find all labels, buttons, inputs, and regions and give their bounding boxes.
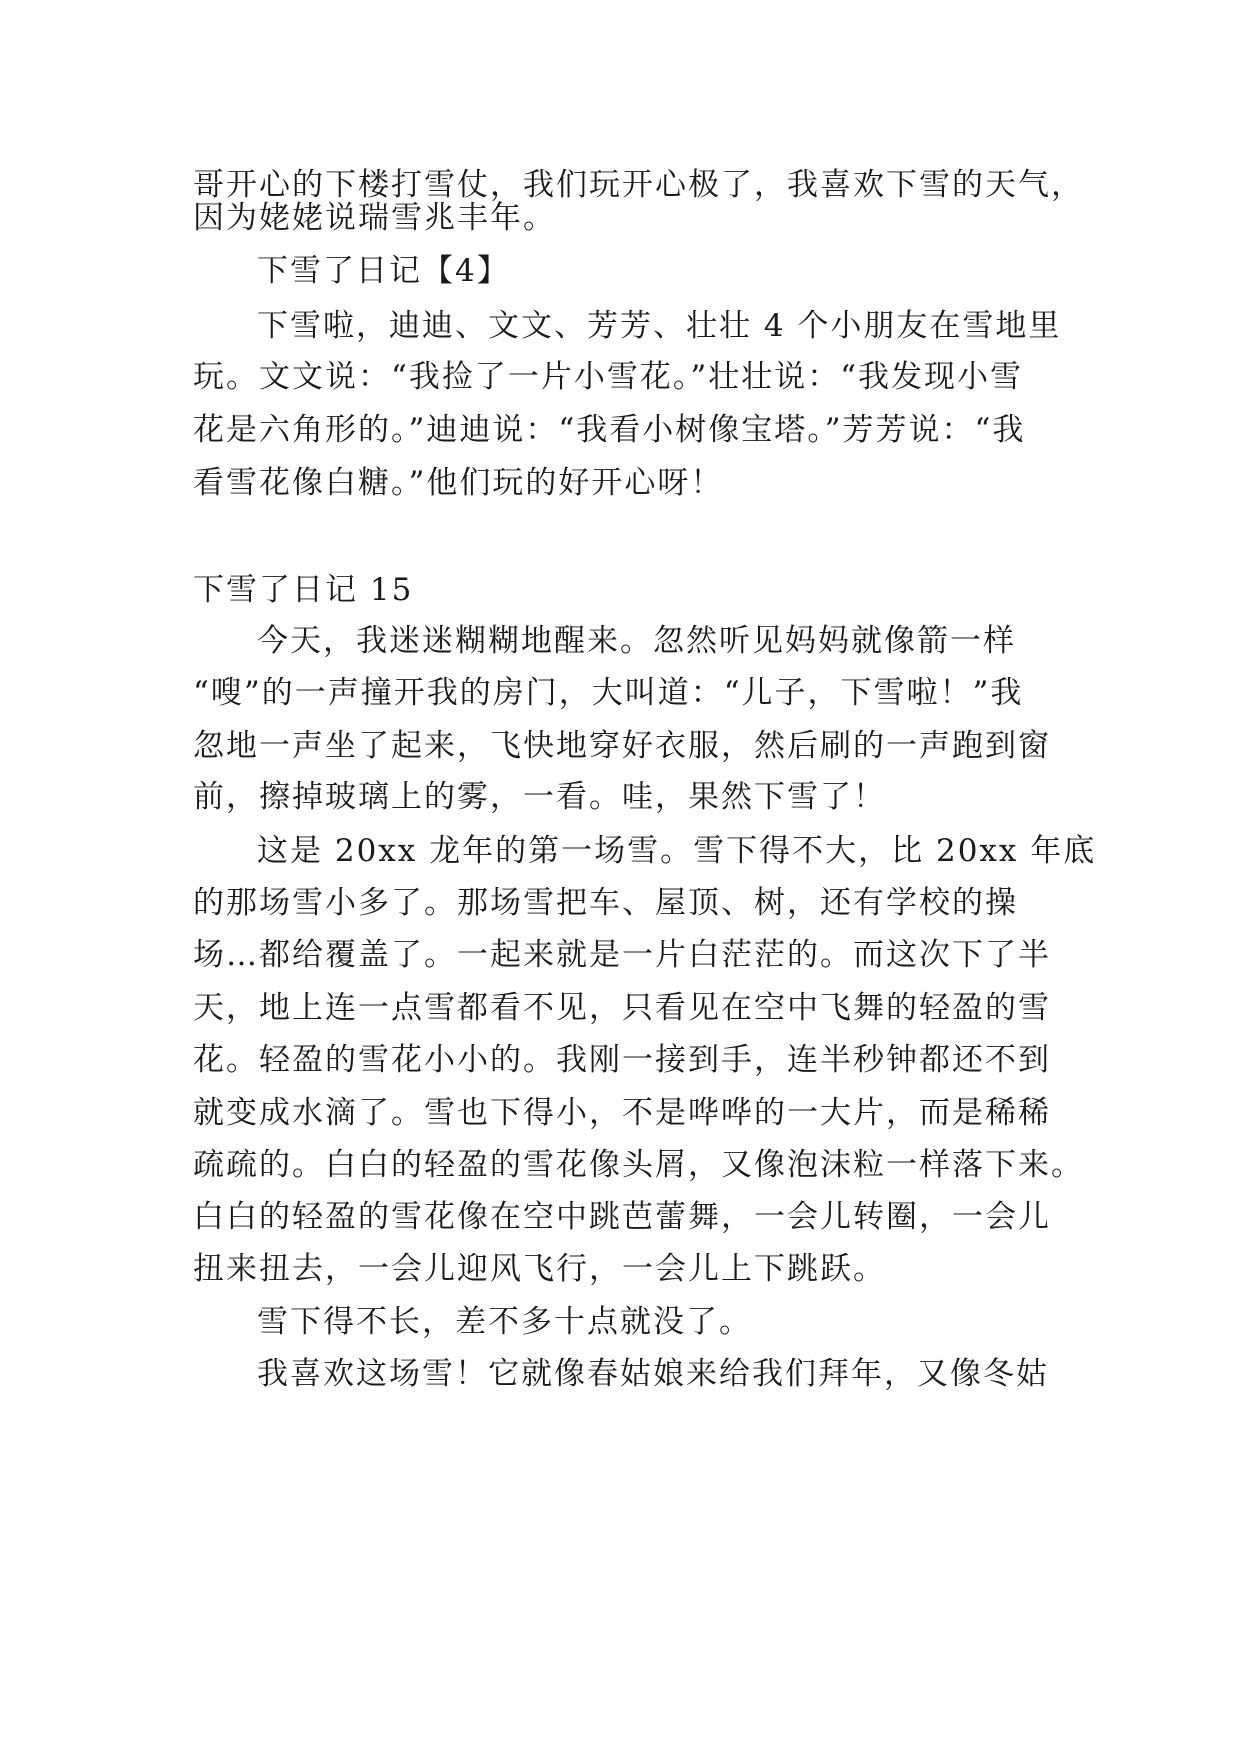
text-line: 白白的轻盈的雪花像在空中跳芭蕾舞，一会儿转圈，一会儿 xyxy=(193,1199,1051,1235)
section-heading: 下雪了日记 15 xyxy=(193,572,414,608)
text-line: 扭来扭去，一会儿迎风飞行，一会儿上下跳跃。 xyxy=(193,1251,886,1287)
text-line: 花。轻盈的雪花小小的。我刚一接到手，连半秒钟都还不到 xyxy=(193,1042,1051,1078)
text-line: 疏疏的。白白的轻盈的雪花像头屑，又像泡沫粒一样落下来。 xyxy=(193,1147,1084,1183)
text-line: 看雪花像白糖。”他们玩的好开心呀！ xyxy=(193,465,724,501)
text-line: 今天，我迷迷糊糊地醒来。忽然听见妈妈就像箭一样 xyxy=(257,623,1016,659)
text-line: 雪下得不长，差不多十点就没了。 xyxy=(257,1304,752,1340)
text-line: 因为姥姥说瑞雪兆丰年。 xyxy=(193,200,556,236)
text-line: 场…都给覆盖了。一起来就是一片白茫茫的。而这次下了半 xyxy=(193,937,1051,973)
text-line: 玩。文文说：“我捡了一片小雪花。”壮壮说：“我发现小雪 xyxy=(193,359,1024,395)
text-line: 天，地上连一点雪都看不见，只看见在空中飞舞的轻盈的雪 xyxy=(193,990,1051,1026)
text-line: 我喜欢这场雪！它就像春姑娘来给我们拜年，又像冬姑 xyxy=(257,1356,1049,1392)
text-line: 前，擦掉玻璃上的雾，一看。哇，果然下雪了！ xyxy=(193,779,886,815)
section-heading: 下雪了日记【4】 xyxy=(257,253,510,289)
text-line: 下雪啦，迪迪、文文、芳芳、壮壮 4 个小朋友在雪地里 xyxy=(257,308,1062,344)
text-line: 就变成水滴了。雪也下得小，不是哗哗的一大片，而是稀稀 xyxy=(193,1095,1051,1131)
text-line: 这是 20xx 龙年的第一场雪。雪下得不大，比 20xx 年底 xyxy=(257,833,1097,869)
text-line: 忽地一声坐了起来，飞快地穿好衣服，然后刷的一声跑到窗 xyxy=(193,728,1051,764)
text-line: 的那场雪小多了。那场雪把车、屋顶、树，还有学校的操 xyxy=(193,885,1018,921)
text-line: 花是六角形的。”迪迪说：“我看小树像宝塔。”芳芳说：“我 xyxy=(193,412,1026,448)
text-line: “嗖”的一声撞开我的房门，大叫道：“儿子，下雪啦！”我 xyxy=(193,675,1024,711)
text-line: 哥开心的下楼打雪仗，我们玩开心极了，我喜欢下雪的天气， xyxy=(193,167,1084,203)
